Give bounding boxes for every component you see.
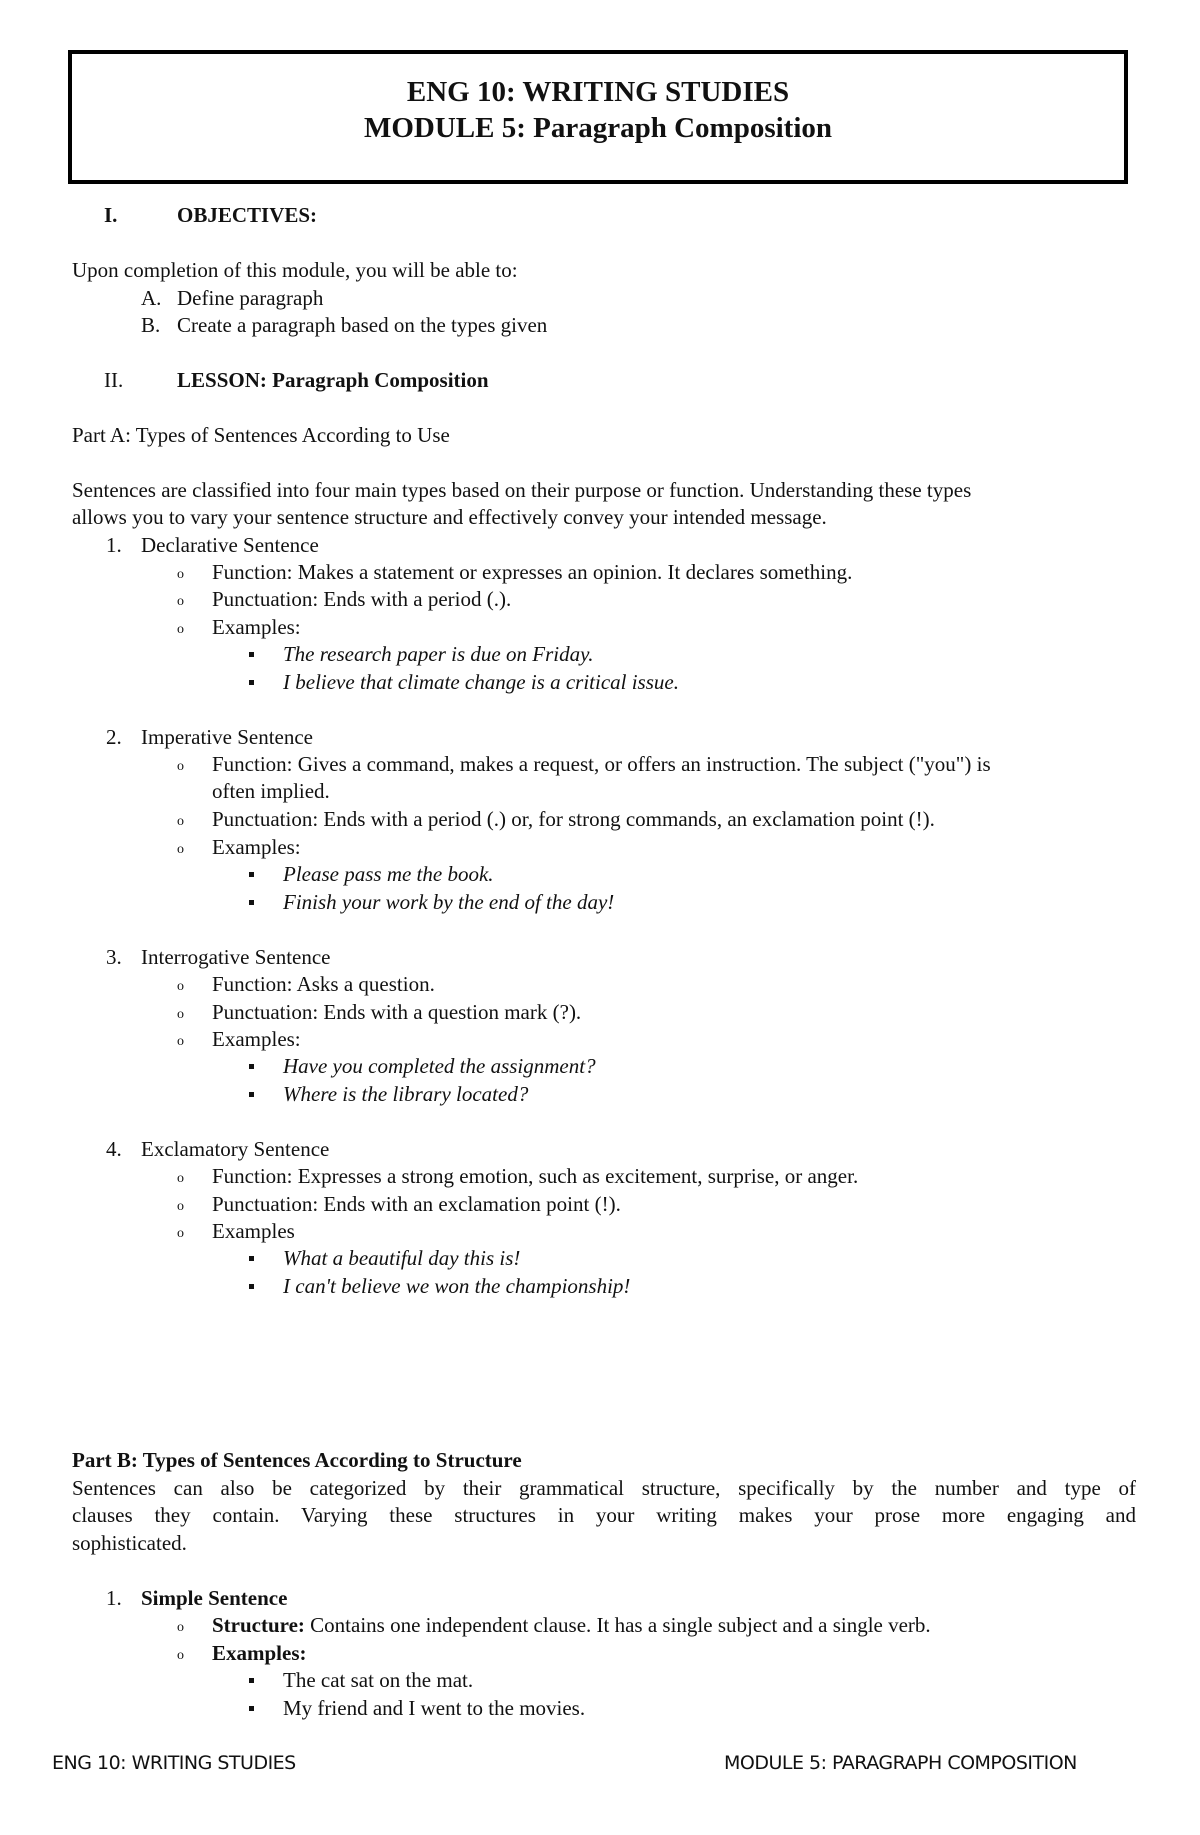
type-function: Function: Expresses a strong emotion, such as excitement, surprise, or anger. [212, 1164, 859, 1188]
type-examples-label: Examples: [212, 615, 301, 639]
square-bullet-icon [249, 872, 254, 877]
type-name: Imperative Sentence [141, 725, 313, 749]
example-sentence: Please pass me the book. [283, 862, 494, 886]
type-punctuation: Punctuation: Ends with an exclamation point (!). [212, 1192, 621, 1216]
type-name: Interrogative Sentence [141, 945, 331, 969]
type-function: Function: Asks a question. [212, 972, 435, 996]
type-number: 1. [106, 533, 122, 557]
square-bullet-icon [249, 1284, 254, 1289]
circle-bullet-icon: o [177, 1007, 184, 1022]
objective-marker-b: B. [141, 313, 161, 337]
square-bullet-icon [249, 680, 254, 685]
type-examples-label: Examples: [212, 1641, 307, 1665]
example-sentence: My friend and I went to the movies. [283, 1696, 586, 1720]
type-number: 1. [106, 1586, 122, 1610]
part-a-intro-line-1: Sentences are classified into four main types based on their purpose or function. Understanding these types [72, 478, 972, 502]
type-number: 3. [106, 945, 122, 969]
type-function-continued: often implied. [212, 779, 330, 803]
circle-bullet-icon: o [177, 814, 184, 829]
circle-bullet-icon: o [177, 1620, 184, 1635]
type-punctuation: Punctuation: Ends with a question mark (?). [212, 1000, 582, 1024]
type-function: Function: Gives a command, makes a request, or offers an instruction. The subject ("you") is [212, 752, 991, 776]
square-bullet-icon [249, 1678, 254, 1683]
square-bullet-icon [249, 900, 254, 905]
type-function: Function: Makes a statement or expresses an opinion. It declares something. [212, 560, 853, 584]
type-number: 2. [106, 725, 122, 749]
type-name: Declarative Sentence [141, 533, 319, 557]
circle-bullet-icon: o [177, 567, 184, 582]
square-bullet-icon [249, 1092, 254, 1097]
circle-bullet-icon: o [177, 979, 184, 994]
part-a-intro-line-2: allows you to vary your sentence structure and effectively convey your intended message. [72, 505, 827, 529]
objectives-numeral: I. [104, 203, 118, 227]
type-punctuation: Punctuation: Ends with a period (.) or, for strong commands, an exclamation point (!). [212, 807, 935, 831]
structure-text: Contains one independent clause. It has a single subject and a single verb. [304, 1613, 931, 1637]
example-sentence: The cat sat on the mat. [283, 1668, 474, 1692]
footer-left: ENG 10: WRITING STUDIES [52, 1752, 296, 1774]
example-sentence: Where is the library located? [283, 1082, 529, 1106]
type-structure [212, 1612, 931, 1638]
example-sentence: The research paper is due on Friday. [283, 642, 594, 666]
example-sentence: Finish your work by the end of the day! [283, 890, 615, 914]
circle-bullet-icon: o [177, 594, 184, 609]
type-examples-label: Examples: [212, 1027, 301, 1051]
square-bullet-icon [249, 1256, 254, 1261]
square-bullet-icon [249, 652, 254, 657]
type-number: 4. [106, 1137, 122, 1161]
footer-right: MODULE 5: PARAGRAPH COMPOSITION [724, 1752, 1077, 1774]
type-examples-label: Examples: [212, 835, 301, 859]
objective-marker-a: A. [141, 286, 162, 310]
circle-bullet-icon: o [177, 1648, 184, 1663]
objectives-heading: OBJECTIVES: [177, 203, 318, 227]
type-name: Simple Sentence [141, 1586, 288, 1610]
circle-bullet-icon: o [177, 1034, 184, 1049]
type-name: Exclamatory Sentence [141, 1137, 330, 1161]
lesson-heading: LESSON: Paragraph Composition [177, 368, 489, 392]
circle-bullet-icon: o [177, 1226, 184, 1241]
part-b-intro-line-1: Sentences can also be categorized by their grammatical structure, specifically by the number and type of [72, 1476, 1136, 1500]
circle-bullet-icon: o [177, 1171, 184, 1186]
lesson-numeral: II. [104, 368, 124, 392]
example-sentence: Have you completed the assignment? [283, 1054, 596, 1078]
example-sentence: I can't believe we won the championship! [283, 1274, 631, 1298]
course-title: ENG 10: WRITING STUDIES [406, 76, 790, 108]
part-b-intro-line-3: sophisticated. [72, 1531, 187, 1555]
objective-item-a: Define paragraph [177, 286, 324, 310]
part-b-heading: Part B: Types of Sentences According to Structure [72, 1448, 522, 1472]
part-b-intro-line-2: clauses they contain. Varying these structures in your writing makes your prose more engaging and [72, 1503, 1136, 1527]
square-bullet-icon [249, 1064, 254, 1069]
example-sentence: I believe that climate change is a critical issue. [283, 670, 679, 694]
objectives-intro: Upon completion of this module, you will be able to: [72, 258, 518, 282]
circle-bullet-icon: o [177, 842, 184, 857]
objective-item-b: Create a paragraph based on the types given [177, 313, 548, 337]
type-examples-label: Examples [212, 1219, 295, 1243]
structure-label: Structure: [212, 1613, 305, 1637]
title-box [68, 50, 1128, 184]
circle-bullet-icon: o [177, 622, 184, 637]
module-title: MODULE 5: Paragraph Composition [363, 112, 833, 144]
circle-bullet-icon: o [177, 1199, 184, 1214]
example-sentence: What a beautiful day this is! [283, 1246, 521, 1270]
type-punctuation: Punctuation: Ends with a period (.). [212, 587, 512, 611]
circle-bullet-icon: o [177, 759, 184, 774]
part-a-heading: Part A: Types of Sentences According to Use [72, 423, 450, 447]
square-bullet-icon [249, 1706, 254, 1711]
